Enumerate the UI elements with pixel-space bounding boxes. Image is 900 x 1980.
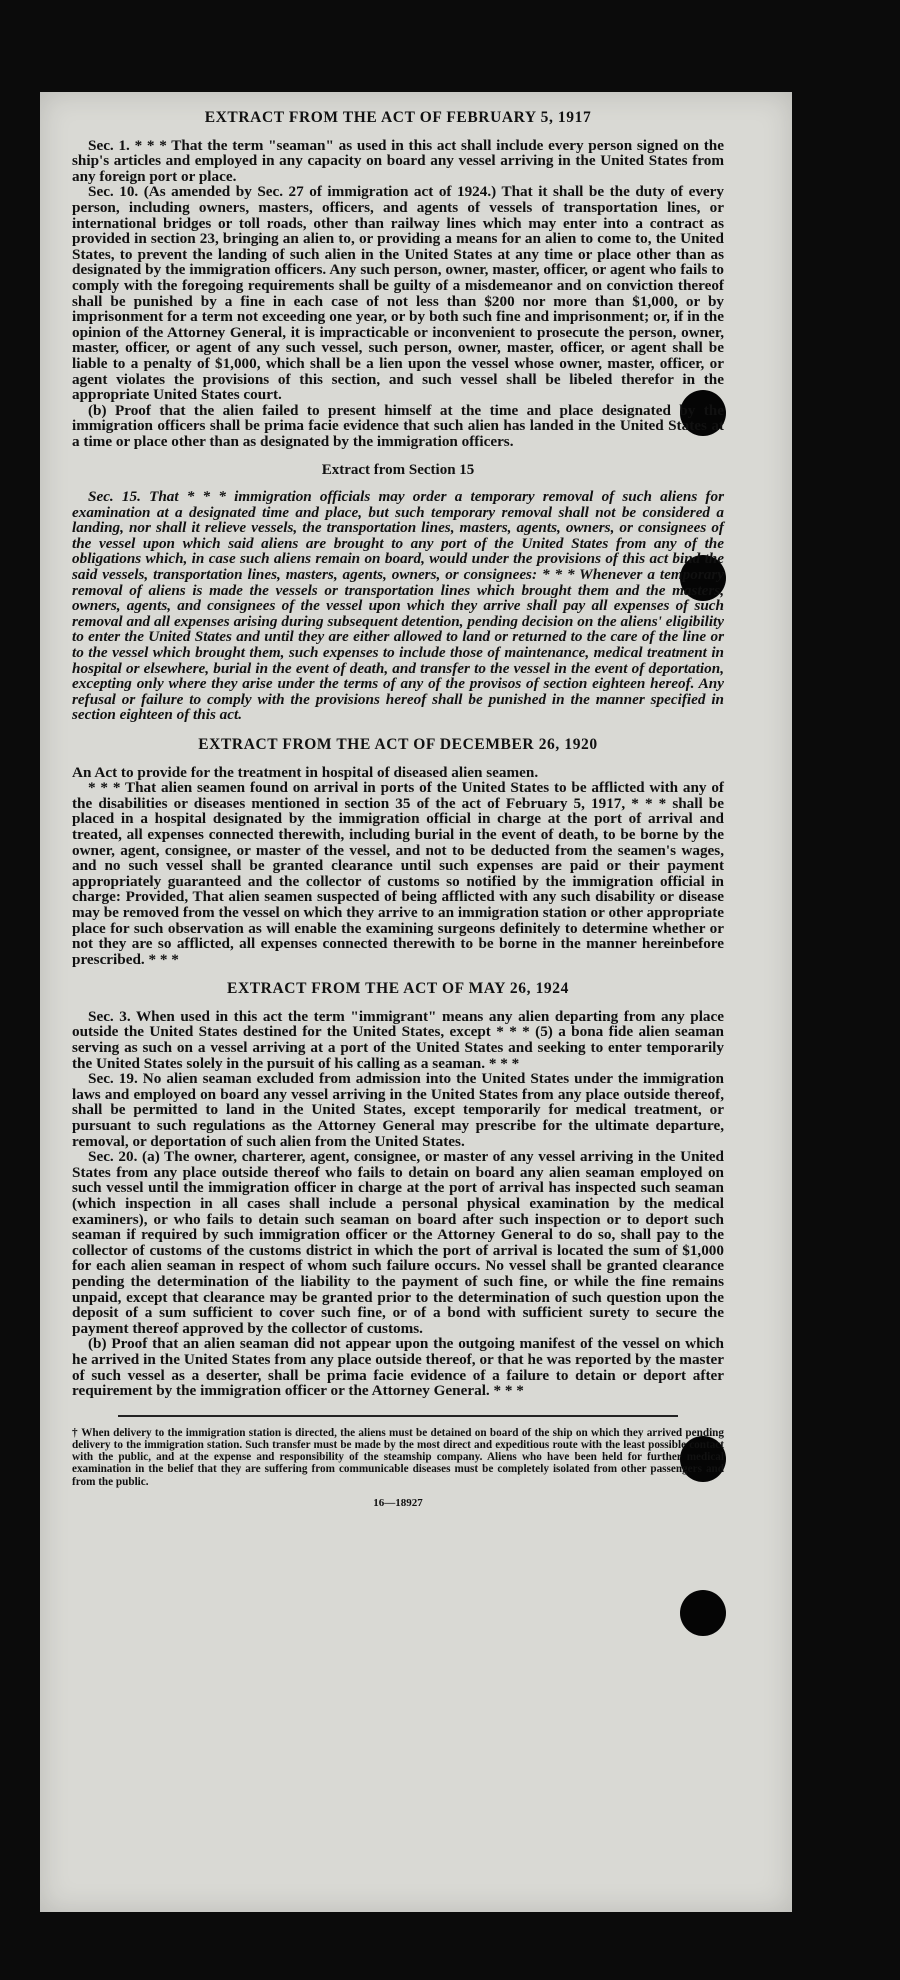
section-heading: EXTRACT FROM THE ACT OF FEBRUARY 5, 1917 xyxy=(204,109,592,126)
paragraph: An Act to provide for the treatment in hospital of diseased alien seamen. xyxy=(72,763,539,781)
divider xyxy=(118,1415,678,1417)
section-heading: EXTRACT FROM THE ACT OF MAY 26, 1924 xyxy=(227,980,569,998)
section-heading: EXTRACT FROM THE ACT OF DECEMBER 26, 1920 xyxy=(198,735,598,753)
paragraph: (b) Proof that the alien failed to present himself at the time and place designated by the immigration officers shall be prima facie evidence that such alien has landed in the United States at a time or place other than as designated by the immigration officers. xyxy=(72,401,724,450)
paragraph: Sec. 20. (a) The owner, charterer, agent, consignee, or master of any vessel arriving in the United States from any place outside thereof who fails to detain on board any alien seaman employed on such vessel until the immigration officer in charge at the port of arrival has inspected such seaman (which inspection in all cases shall include a personal physical examination by the medical examiners), or who fails to detain such seaman on board after such inspection or to deport such seaman if required by such immigration officer or the Attorney General to do so, shall pay to the collector of customs of the customs district in which the port of arrival is located the sum of $1,000 for each alien seaman in respect of whom such failure occurs. No vessel shall be granted clearance pending the determination of the liability to the payment of such fine, or while the fine remains unpaid, except that clearance may be granted prior to the determination of such question upon the deposit of a sum sufficient to cover such fine, or of a bond with sufficient surety to secure the payment thereof approved by the collector of customs. xyxy=(72,1148,724,1337)
paragraph: Sec. 1. * * * That the term "seaman" as used in this act shall include every person signed on the ship's articles and employed in any capacity on board any vessel arriving in the United States from any foreign port or place. xyxy=(72,136,724,185)
document-body xyxy=(72,110,724,1511)
form-code: 16—18927 xyxy=(373,1496,423,1509)
paragraph: * * * That alien seamen found on arrival in ports of the United States to be afflicted with any of the disabilities or diseases mentioned in section 35 of the act of February 5, 1917, * * * shall be placed in a hospital designated by the immigration official in charge at the port of arrival and treated, all expenses connected therewith, including burial in the event of death, to be borne by the owner, agent, consignee, or master of the vessel, and not to be deducted from the seamen's wages, and no such vessel shall be granted clearance until such expenses are paid or their payment appropriately guaranteed and the collector of customs so notified by the immigration official in charge: Provided, That alien seamen suspected of being afflicted with any such disability or disease may be removed from the vessel on which they arrive to an immigration station or other appropriate place for such observation as will enable the examining surgeons definitely to determine whether or not they are so afflicted, all expenses connected therewith to be borne in the manner hereinbefore prescribed. * * * xyxy=(72,779,724,968)
paragraph: Sec. 19. No alien seaman excluded from admission into the United States under the immigration laws and employed on board any vessel arriving in the United States from any place outside thereof, shall be permitted to land in the United States, except temporarily for medical treatment, or pursuant to such regulations as the Attorney General may prescribe for the ultimate departure, removal, or deportation of such alien from the United States. xyxy=(72,1070,724,1150)
footnote: † When delivery to the immigration station is directed, the aliens must be detained on board of the ship on which they arrived pending delivery to the immigration station. Such transfer must be made by the most direct and expeditious route with the least possible contact with the public, and at the expense and responsibility of the steamship company. Aliens who have been held for further medical examination in the belief that they are suffering from communicable diseases must be completely isolated from other passengers and from the public. xyxy=(72,1426,724,1488)
section-heading: Extract from Section 15 xyxy=(321,462,475,479)
section-15-extract xyxy=(72,463,724,723)
punch-hole xyxy=(680,1590,726,1636)
paragraph: Sec. 15. That * * * immigration officials may order a temporary removal of such aliens for examination at a designated time and place, but such temporary removal shall not be considered a landing, nor shall it relieve vessels, the transportation lines, masters, agents, owners, or consignees of the vessel upon which said aliens are brought to any port of the United States from any of the obligations which, in case such aliens remain on board, would under the provisions of this act bind the said vessels, transportation lines, masters, agents, owners, or consignees: * * * Whenever a temporary removal of aliens is made the vessels or transportation lines which brought them and the masters, owners, agents, and consignees of the vessel upon which they arrive shall pay all expenses of such removal and all expenses arising during subsequent detention, pending decision on the aliens' eligibility to enter the United States and until they are either allowed to land or returned to the care of the line or to the vessel which brought them, such expenses to include those of maintenance, medical treatment in hospital or elsewhere, burial in the event of death, and transfer to the vessel in the event of deportation, excepting only where they arise under the terms of any of the provisos of section eighteen hereof. Any refusal or failure to comply with the provisions hereof shall be punished in the manner specified in section eighteen of this act. xyxy=(72,488,724,724)
paragraph: Sec. 3. When used in this act the term "immigrant" means any alien departing from any place outside the United States destined for the United States, except * * * (5) a bona fide alien seaman serving as such on a vessel arriving at a port of the United States and seeking to enter temporarily the United States solely in the pursuit of his calling as a seaman. * * * xyxy=(72,1007,724,1072)
paragraph: (b) Proof that an alien seaman did not appear upon the outgoing manifest of the vessel on which he arrived in the United States from any place outside thereof, or that he was reported by the master of such vessel as a deserter, shall be prima facie evidence of a failure to detain or deport after requirement by the immigration officer or the Attorney General. * * * xyxy=(72,1335,724,1400)
act-1917-section xyxy=(72,110,724,449)
paragraph: Sec. 10. (As amended by Sec. 27 of immigration act of 1924.) That it shall be the duty of every person, including owners, masters, officers, and agents of vessels of transportation lines, or international bridges or toll roads, other than railway lines which may enter into a contract as provided in section 23, bringing an alien to, or providing a means for an alien to come to, the United States, to prevent the landing of such alien in the United States at any time or place other than as designated by the immigration officers. Any such person, owner, master, officer, or agent who fails to comply with the foregoing requirements shall be guilty of a misdemeanor and on conviction thereof shall be punished by a fine in each case of not less than $200 nor more than $1,000, or by imprisonment for a term not exceeding one year, or by both such fine and imprisonment; or, if in the opinion of the Attorney General, it is impracticable or inconvenient to prosecute the person, owner, master, officer, or agent of any such vessel, such person, owner, master, officer, or agent shall be liable to a penalty of $1,000, which shall be a lien upon the vessel whose owner, master, officer, or agent violates the provisions of this section, and such vessel shall be libeled therefor in the appropriate United States court. xyxy=(72,183,724,404)
act-1920-section xyxy=(72,737,724,967)
act-1924-section xyxy=(72,981,724,1398)
